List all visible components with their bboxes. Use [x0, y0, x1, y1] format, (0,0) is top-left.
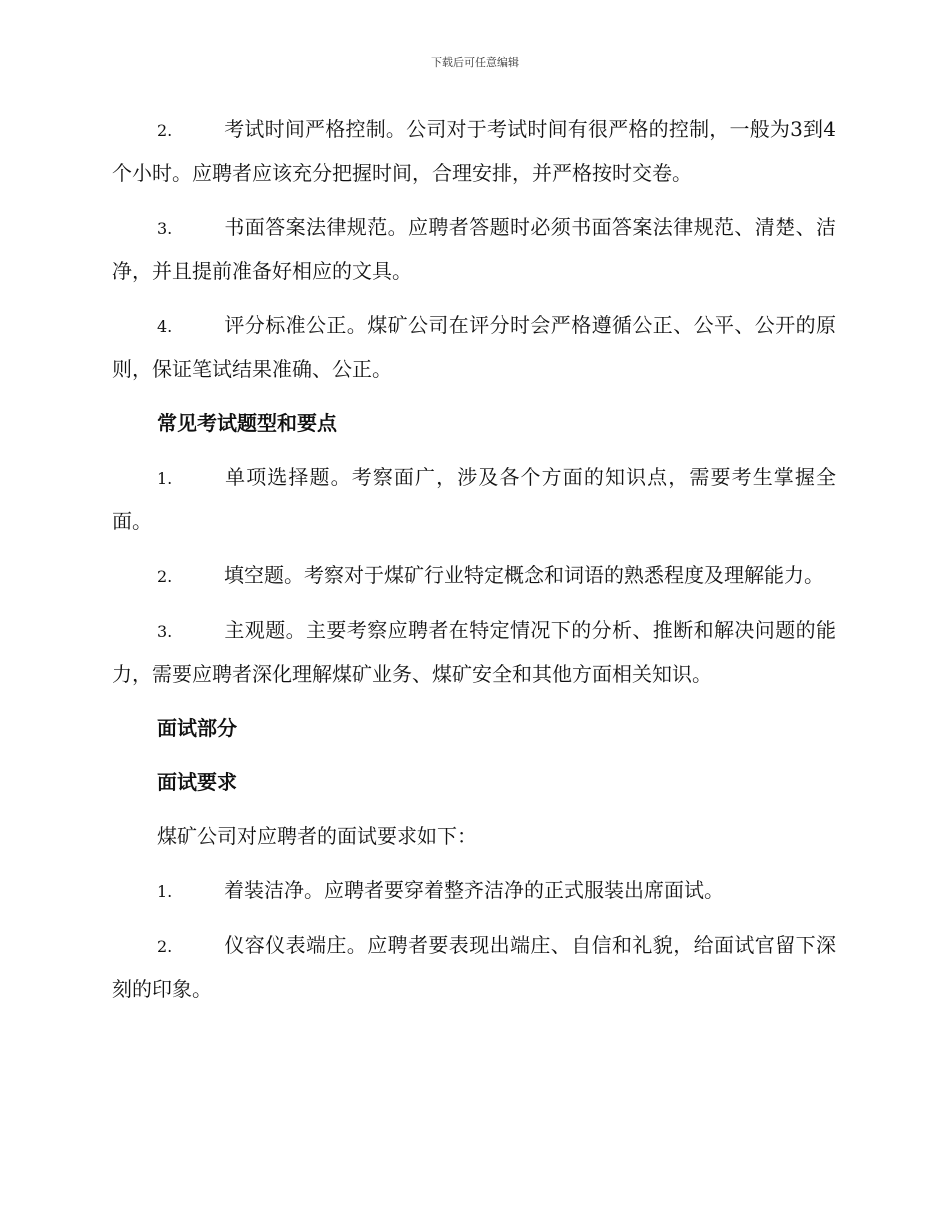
list-text: 单项选择题。考察面广，涉及各个方面的知识点，需要考生掌握全面。: [112, 465, 836, 533]
list-number: 3.: [157, 219, 173, 238]
list-number: 1.: [157, 882, 173, 901]
list-text: 仪容仪表端庄。应聘者要表现出端庄、自信和礼貌，给面试官留下深刻的印象。: [112, 933, 836, 1001]
list-item-types-3: [112, 609, 836, 696]
list-number: 3.: [157, 622, 173, 641]
list-item-types-2: [112, 554, 836, 598]
list-number: 2.: [157, 121, 173, 140]
list-text: 书面答案法律规范。应聘者答题时必须书面答案法律规范、清楚、洁净，并且提前准备好相应的文具。: [112, 215, 836, 283]
list-number: 1.: [157, 469, 173, 488]
list-item-exam-4: [112, 304, 836, 391]
list-text: 填空题。考察对于煤矿行业特定概念和词语的熟悉程度及理解能力。: [224, 563, 824, 587]
document-body: [112, 108, 836, 1022]
list-text: 着装洁净。应聘者要穿着整齐洁净的正式服装出席面试。: [224, 878, 724, 902]
page-header: 下载后可任意编辑: [431, 56, 519, 69]
list-item-req-1: [112, 869, 836, 913]
requirements-intro: 煤矿公司对应聘者的面试要求如下：: [157, 824, 477, 848]
section-heading-requirements: 面试要求: [157, 770, 237, 794]
list-number: 4.: [157, 317, 173, 336]
list-item-req-2: [112, 924, 836, 1011]
list-text: 考试时间严格控制。公司对于考试时间有很严格的控制，一般为3到4个小时。应聘者应该充分把握时间，合理安排，并严格按时交卷。: [112, 117, 836, 185]
list-number: 2.: [157, 937, 173, 956]
section-heading-interview: 面试部分: [157, 716, 237, 740]
list-item-exam-3: [112, 206, 836, 293]
list-item-exam-2: [112, 108, 836, 195]
list-text: 主观题。主要考察应聘者在特定情况下的分析、推断和解决问题的能力，需要应聘者深化理解煤矿业务、煤矿安全和其他方面相关知识。: [112, 618, 836, 686]
section-heading-question-types: 常见考试题型和要点: [157, 411, 337, 435]
list-item-types-1: [112, 456, 836, 543]
list-text: 评分标准公正。煤矿公司在评分时会严格遵循公正、公平、公开的原则，保证笔试结果准确、公正。: [112, 313, 836, 381]
list-number: 2.: [157, 567, 173, 586]
